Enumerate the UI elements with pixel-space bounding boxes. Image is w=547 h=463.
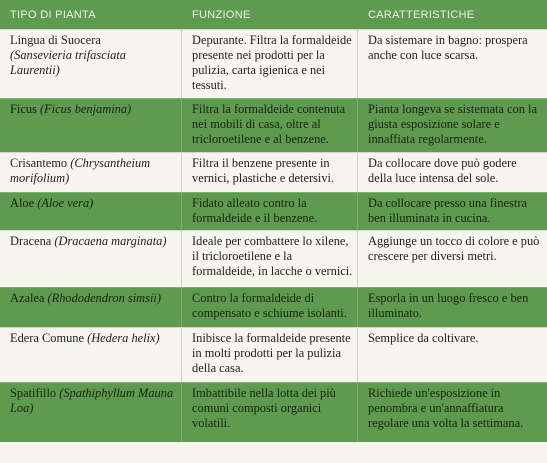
funzione-cell: Filtra il benzene presente in vernici, plastiche e detersivi. — [182, 153, 358, 192]
plant-name: Azalea — [10, 291, 45, 305]
header-funzione: FUNZIONE — [192, 8, 251, 21]
table-row — [0, 327, 547, 382]
caratteristiche-cell: Aggiunge un tocco di colore e può crescere per diversi metri. — [368, 234, 540, 263]
plant-name: Aloe — [10, 196, 35, 210]
plant-sci-name: (Hedera helix) — [87, 331, 160, 345]
caratteristiche-cell: Da sistemare in bagno: prospera anche con luce scarsa. — [368, 33, 528, 62]
funzione-cell: Contro la formaldeide di compensato e schiume isolanti. — [182, 288, 358, 327]
plant-name: Lingua di Suocera — [10, 33, 101, 47]
caratteristiche-cell: Richiede un'esposizione in penombra e un'annaffiatura regolare una volta la settimana. — [368, 386, 524, 430]
header-tipo: TIPO DI PIANTA — [10, 8, 96, 21]
caratteristiche-cell: Da collocare presso una finestra ben illuminata in cucina. — [368, 196, 527, 225]
plant-sci-name: (Chrysantheium morifolium) — [10, 156, 151, 185]
funzione-cell: Imbattibile nella lotta dei più comuni composti organici volatili. — [182, 383, 358, 442]
plant-name: Dracena — [10, 234, 52, 248]
table-row — [0, 230, 547, 287]
plant-name: Edera Comune — [10, 331, 84, 345]
plant-cell — [0, 328, 182, 382]
plant-sci-name: (Ficus benjamina) — [39, 102, 132, 116]
funzione-cell: Fidato alleato contro la formaldeide e il benzene. — [182, 193, 358, 230]
plant-sci-name: (Sansevieria trifasciata Laurentii) — [10, 48, 126, 77]
plant-cell — [0, 153, 182, 192]
plant-sci-name: (Rhododendron simsii) — [47, 291, 161, 305]
plant-name: Crisantemo — [10, 156, 68, 170]
plant-name: Ficus — [10, 102, 37, 116]
caratteristiche-cell: Da collocare dove può godere della luce intensa del sole. — [368, 156, 517, 185]
table-row — [0, 287, 547, 327]
table-row — [0, 382, 547, 442]
table-header — [0, 0, 547, 29]
caratteristiche-cell: Pianta longeva se sistemata con la giusta esposizione solare e innaffiata regolarmente. — [368, 102, 537, 146]
table-row — [0, 152, 547, 192]
plant-cell — [0, 30, 182, 98]
plant-cell — [0, 99, 182, 152]
plant-cell — [0, 383, 182, 442]
plant-sci-name: (Dracaena marginata) — [54, 234, 167, 248]
header-caratteristiche: CARATTERISTICHE — [368, 8, 475, 21]
caratteristiche-cell: Esporla in un luogo fresco e ben illuminato. — [368, 291, 529, 320]
caratteristiche-cell: Semplice da coltivare. — [368, 331, 479, 345]
table-row — [0, 192, 547, 230]
plant-cell — [0, 193, 182, 230]
plant-name: Spatifillo — [10, 386, 57, 400]
funzione-cell: Inibisce la formaldeide presente in molti prodotti per la pulizia della casa. — [182, 328, 358, 382]
table-row — [0, 29, 547, 98]
funzione-cell: Filtra la formaldeide contenuta nei mobili di casa, oltre al tricloroetilene e al benzene. — [182, 99, 358, 152]
plant-cell — [0, 231, 182, 287]
plant-sci-name: (Spathiphyllum Mauna Loa) — [10, 386, 174, 415]
funzione-cell: Ideale per combattere lo xilene, il tricloroetilene e la formaldeide, in lacche o vernici. — [182, 231, 358, 287]
plant-sci-name: (Aloe vera) — [37, 196, 94, 210]
funzione-cell: Depurante. Filtra la formaldeide presente nei prodotti per la pulizia, carta igienica e nei tessuti. — [182, 30, 358, 98]
table-row — [0, 98, 547, 152]
plant-cell — [0, 288, 182, 327]
